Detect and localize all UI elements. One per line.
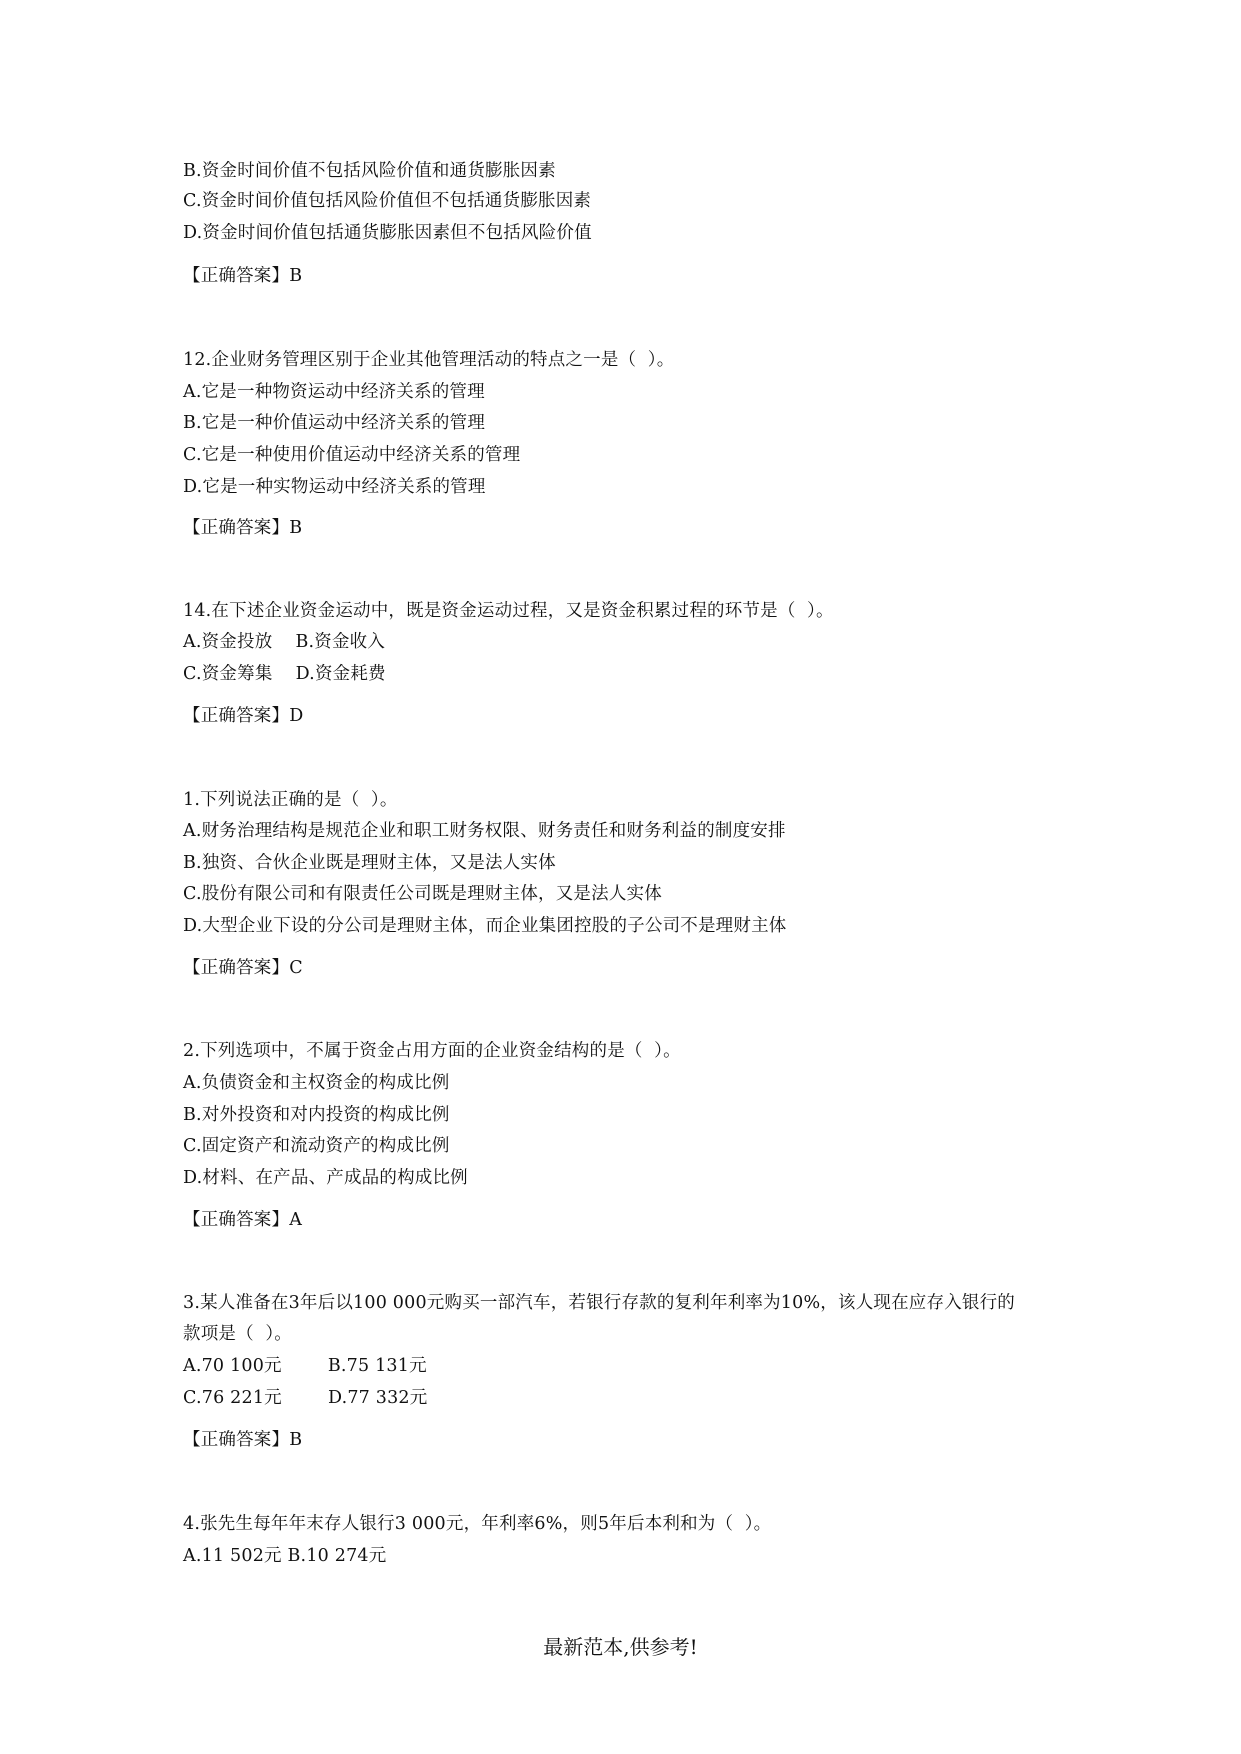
question-line: 14.在下述企业资金运动中，既是资金运动过程，又是资金积累过程的环节是（ ）。 <box>183 601 834 621</box>
question-line: 12.企业财务管理区别于企业其他管理活动的特点之一是（ ）。 <box>183 350 675 370</box>
option-line: C.它是一种使用价值运动中经济关系的管理 <box>183 445 521 465</box>
option-line: A.70 100元 B.75 131元 <box>183 1356 427 1376</box>
option-line: D.资金时间价值包括通货膨胀因素但不包括风险价值 <box>183 223 592 243</box>
option-line: B.资金时间价值不包括风险价值和通货膨胀因素 <box>183 161 556 181</box>
option-line: B.它是一种价值运动中经济关系的管理 <box>183 413 486 433</box>
option-line: A.财务治理结构是规范企业和职工财务权限、财务责任和财务利益的制度安排 <box>183 821 786 841</box>
answer-line: 【正确答案】B <box>183 518 303 538</box>
answer-line: 【正确答案】A <box>183 1210 303 1230</box>
option-line: D.它是一种实物运动中经济关系的管理 <box>183 477 486 497</box>
option-line: D.大型企业下设的分公司是理财主体，而企业集团控股的子公司不是理财主体 <box>183 916 787 936</box>
option-line: A.资金投放 B.资金收入 <box>183 632 386 652</box>
option-line: C.资金筹集 D.资金耗费 <box>183 664 386 684</box>
question-line: 2.下列选项中，不属于资金占用方面的企业资金结构的是（ ）。 <box>183 1041 681 1061</box>
option-line: B.独资、合伙企业既是理财主体，又是法人实体 <box>183 853 556 873</box>
answer-line: 【正确答案】C <box>183 958 303 978</box>
answer-line: 【正确答案】D <box>183 706 304 726</box>
option-line: C.76 221元 D.77 332元 <box>183 1388 428 1408</box>
question-line: 款项是（ ）。 <box>183 1324 292 1344</box>
option-line: D.材料、在产品、产成品的构成比例 <box>183 1168 468 1188</box>
page-footer: 最新范本,供参考! <box>543 1635 698 1659</box>
option-line: C.固定资产和流动资产的构成比例 <box>183 1136 450 1156</box>
answer-line: 【正确答案】B <box>183 1430 303 1450</box>
answer-line: 【正确答案】B <box>183 266 303 286</box>
question-line: 3.某人准备在3年后以100 000元购买一部汽车，若银行存款的复利年利率为10%，该人现在应存入银行的 <box>183 1293 1015 1313</box>
question-line: 1.下列说法正确的是（ ）。 <box>183 790 398 810</box>
question-line: 4.张先生每年年末存人银行3 000元，年利率6%，则5年后本利和为（ ）。 <box>183 1514 772 1534</box>
option-line: A.负债资金和主权资金的构成比例 <box>183 1073 450 1093</box>
option-line: C.资金时间价值包括风险价值但不包括通货膨胀因素 <box>183 191 592 211</box>
option-line: C.股份有限公司和有限责任公司既是理财主体，又是法人实体 <box>183 884 662 904</box>
option-line: B.对外投资和对内投资的构成比例 <box>183 1105 450 1125</box>
option-line: A.11 502元 B.10 274元 <box>183 1546 387 1566</box>
option-line: A.它是一种物资运动中经济关系的管理 <box>183 382 485 402</box>
